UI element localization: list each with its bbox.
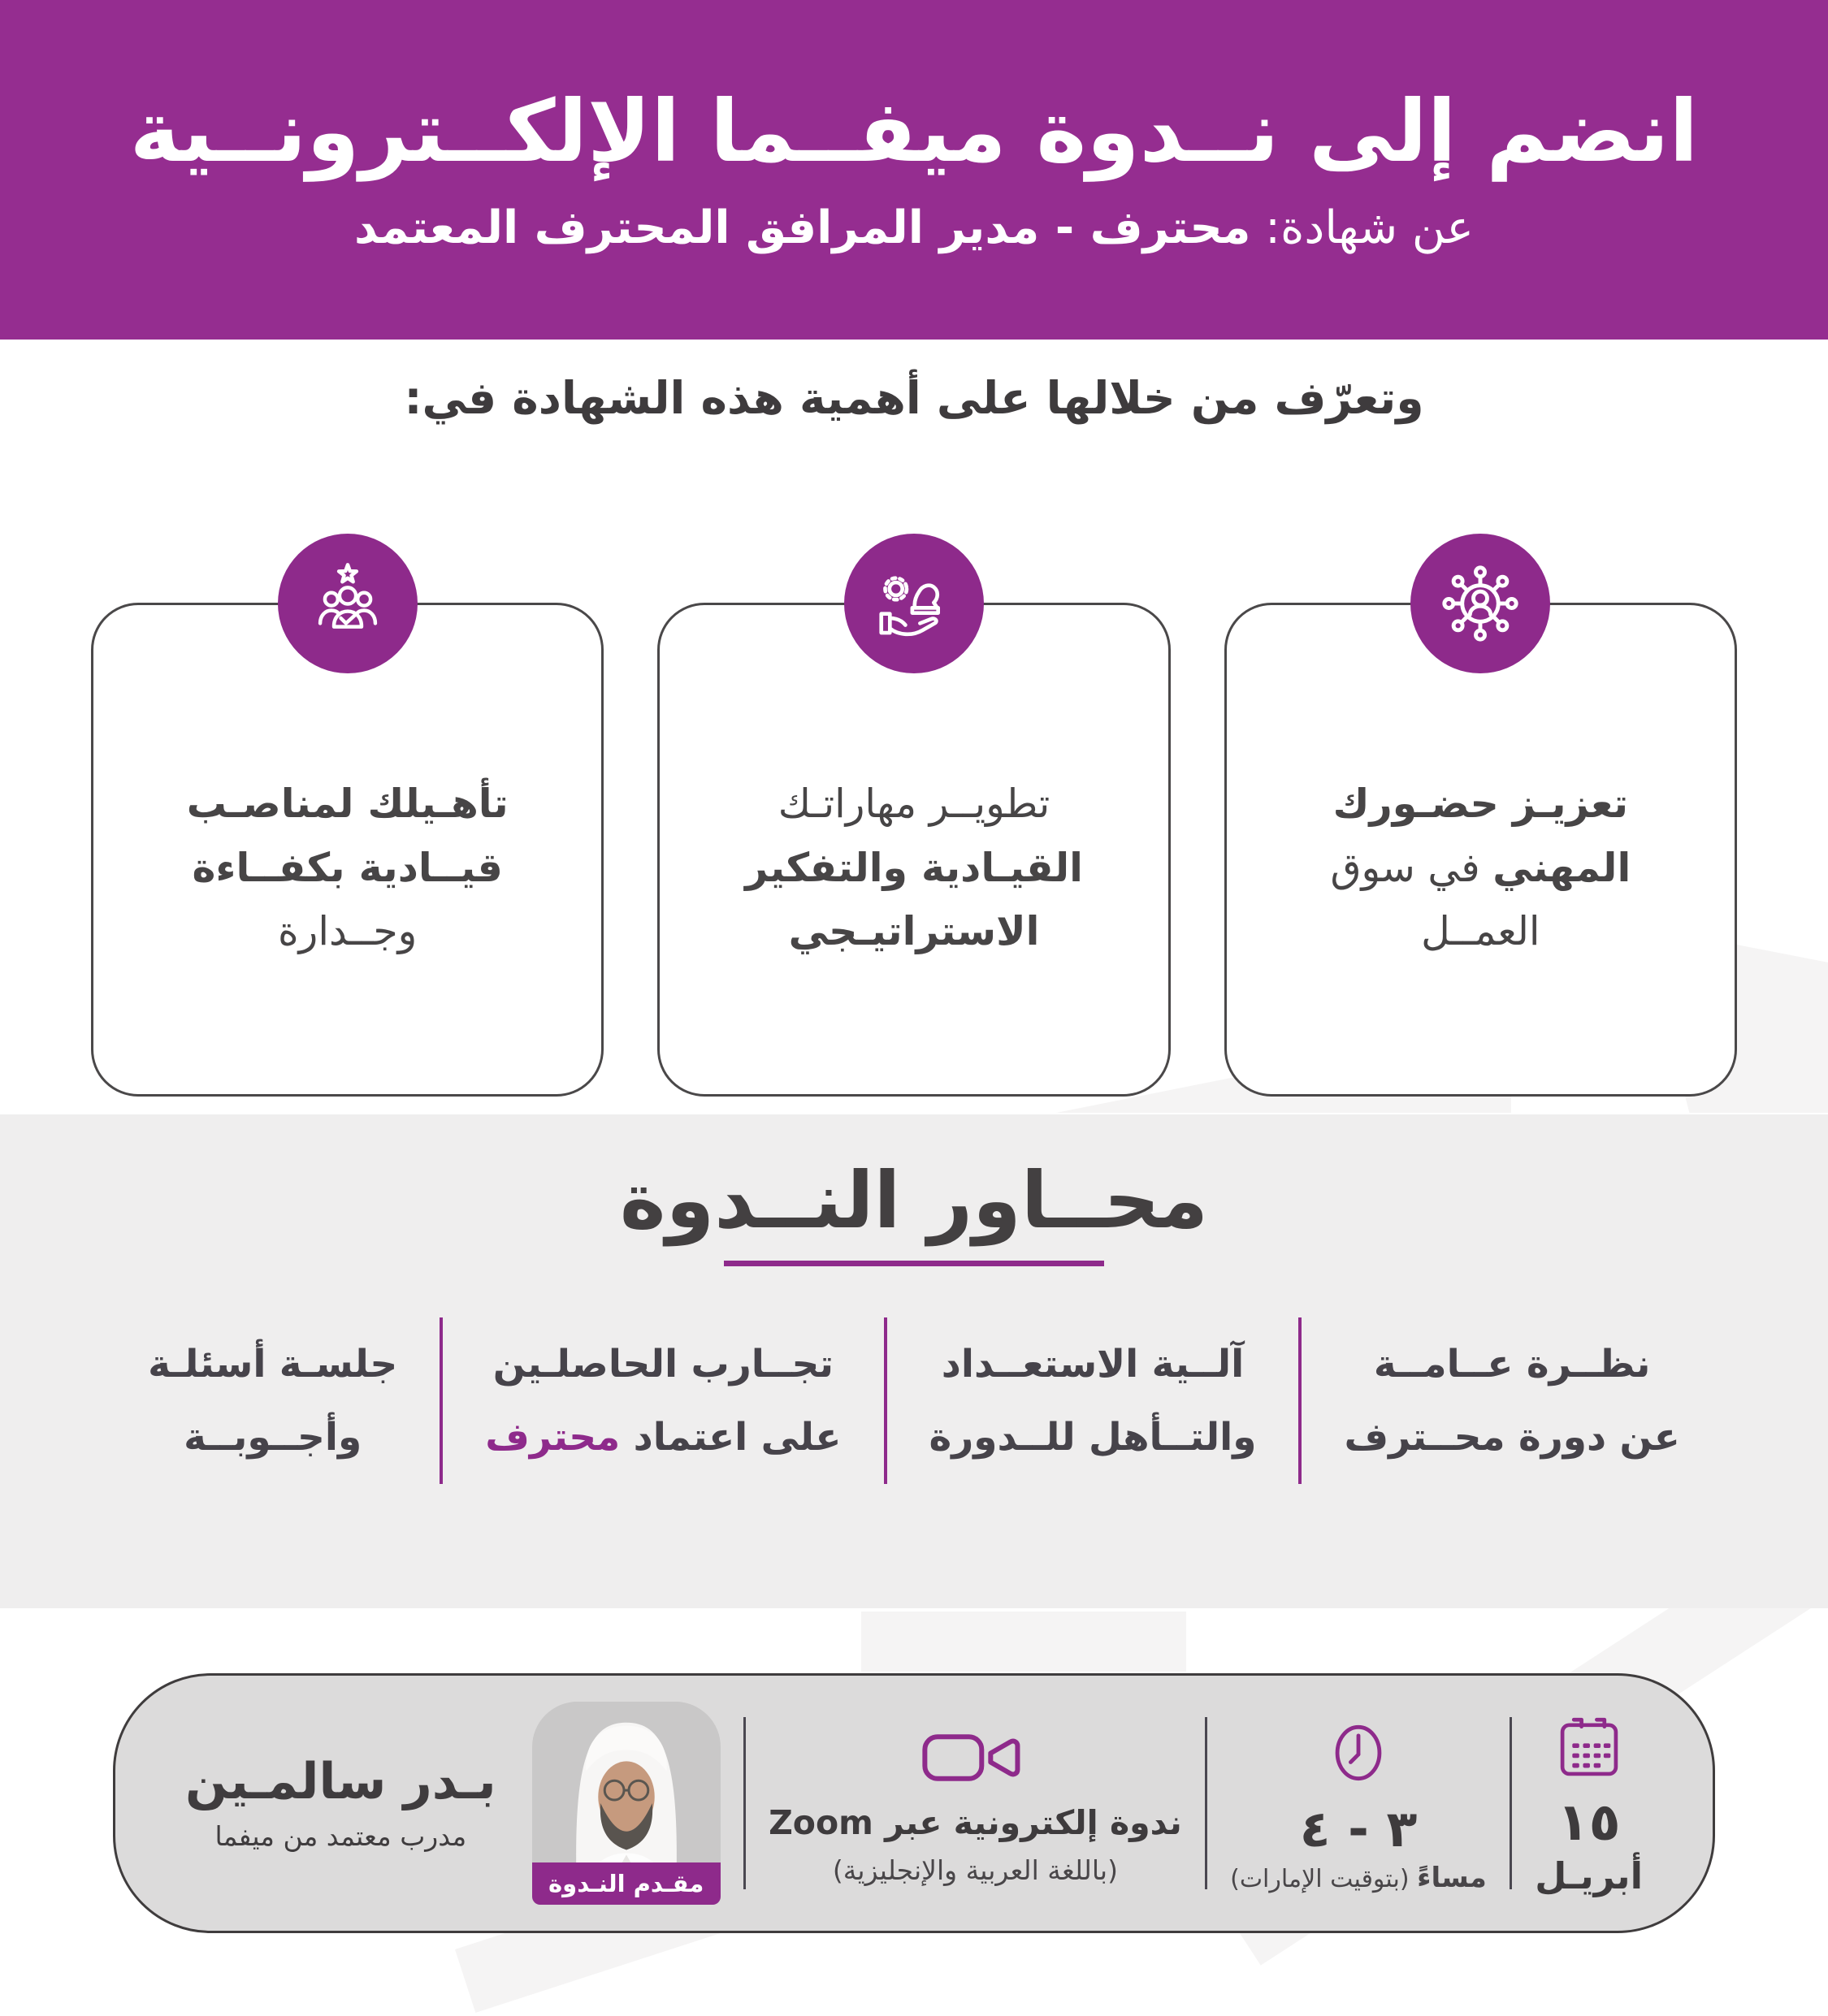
hero-banner: [0, 0, 1828, 340]
text-line: القيـادية والتفكير: [745, 844, 1083, 891]
text-line: تعزيـز حضـورك: [1332, 781, 1629, 828]
strategy-icon: [844, 534, 984, 673]
text-line: آلــية الاستعــداد: [941, 1342, 1245, 1387]
topic-overview: [1302, 1328, 1722, 1473]
topic-divider: [884, 1317, 887, 1484]
benefit-card-skills-development: [657, 603, 1170, 1097]
poster-subtitle: [354, 201, 1474, 254]
zoom-block: [769, 1720, 1182, 1887]
benefit-card-market-presence: [1224, 603, 1737, 1097]
speaker-name: بـدر سالمـين: [185, 1753, 496, 1811]
text-line: على اعتماد محترف: [485, 1414, 842, 1460]
background-watermark-shape: [861, 1612, 1186, 1672]
text-line: جلسـة أسئلـة: [148, 1342, 398, 1387]
presenter-badge: مقـدم النـدوة: [532, 1862, 721, 1905]
text-line: العمــل: [1421, 908, 1540, 955]
speaker-meta: [185, 1753, 496, 1852]
text-line: تطويــر مهاراتـك: [778, 781, 1050, 828]
text-line: قيــادية بكفــاءة: [192, 844, 503, 891]
text-line: وجــدارة: [278, 908, 418, 955]
heading-underline: [724, 1261, 1104, 1266]
network-icon: [1410, 534, 1550, 673]
time-note-timezone: (بتوقيت الإمارات): [1230, 1864, 1418, 1893]
text-line: الاستراتيـجي: [788, 908, 1040, 955]
speaker-photo: [532, 1702, 721, 1905]
time-note-period: مساءً: [1417, 1861, 1487, 1894]
topic-preparation: [887, 1328, 1299, 1473]
text-line: المهني في سوق: [1330, 844, 1631, 891]
speaker-role: مدرب معتمد من ميفما: [214, 1820, 467, 1852]
benefits-row: [91, 603, 1737, 1097]
calendar-icon: [1551, 1710, 1627, 1789]
text-line: وأجــوبــة: [184, 1414, 362, 1460]
topics-section: [0, 1114, 1828, 1608]
poster-title: انضم إلى نــدوة ميفــما الإلكــترونــية: [129, 81, 1699, 181]
benefit-card-leadership-qualification: [91, 603, 604, 1097]
event-time-note: [1230, 1862, 1487, 1895]
subtitle-certificate: محترف - مدير المرافق المحترف المعتمد: [354, 201, 1251, 254]
topic-divider: [1298, 1317, 1302, 1484]
topic-experiences: [443, 1328, 883, 1473]
event-info-bar: [113, 1673, 1715, 1933]
benefit-text: [1330, 772, 1631, 963]
text-line: تأهـيلك لمناصـب: [186, 781, 509, 828]
team-star-icon: [278, 534, 418, 673]
event-time-range: ٣ - ٤: [1299, 1798, 1418, 1858]
benefit-text: [745, 772, 1083, 963]
subtitle-prefix: عن شهادة:: [1250, 201, 1474, 254]
video-camera-icon: [919, 1720, 1031, 1798]
clock-icon: [1319, 1712, 1397, 1797]
speaker-block: [185, 1702, 721, 1905]
topic-divider: [440, 1317, 443, 1484]
bar-divider: [1510, 1717, 1512, 1889]
topic-qa: [106, 1328, 440, 1473]
text-line: والتــأهل للــدورة: [929, 1414, 1257, 1460]
languages-label: (باللغة العربية والإنجليزية): [832, 1854, 1118, 1886]
event-day: ١٥: [1557, 1793, 1621, 1854]
date-block: [1535, 1710, 1643, 1897]
benefit-text: [187, 772, 509, 963]
event-month: أبريـل: [1535, 1854, 1643, 1898]
intro-line: وتعرّف من خلالها على أهمية هذه الشهادة في:: [404, 372, 1424, 424]
text-line: نظــرة عــامــة: [1373, 1342, 1651, 1387]
bar-divider: [1205, 1717, 1207, 1889]
topics-row: [0, 1313, 1828, 1488]
bar-divider: [743, 1717, 746, 1889]
platform-label: ندوة إلكترونية عبر Zoom: [769, 1802, 1182, 1842]
text-line: تجــارب الحاصلـين: [492, 1342, 834, 1387]
time-block: [1230, 1712, 1487, 1895]
topics-heading: محــاور النــدوة: [619, 1155, 1209, 1246]
text-line: عن دورة محــترف: [1344, 1414, 1680, 1460]
